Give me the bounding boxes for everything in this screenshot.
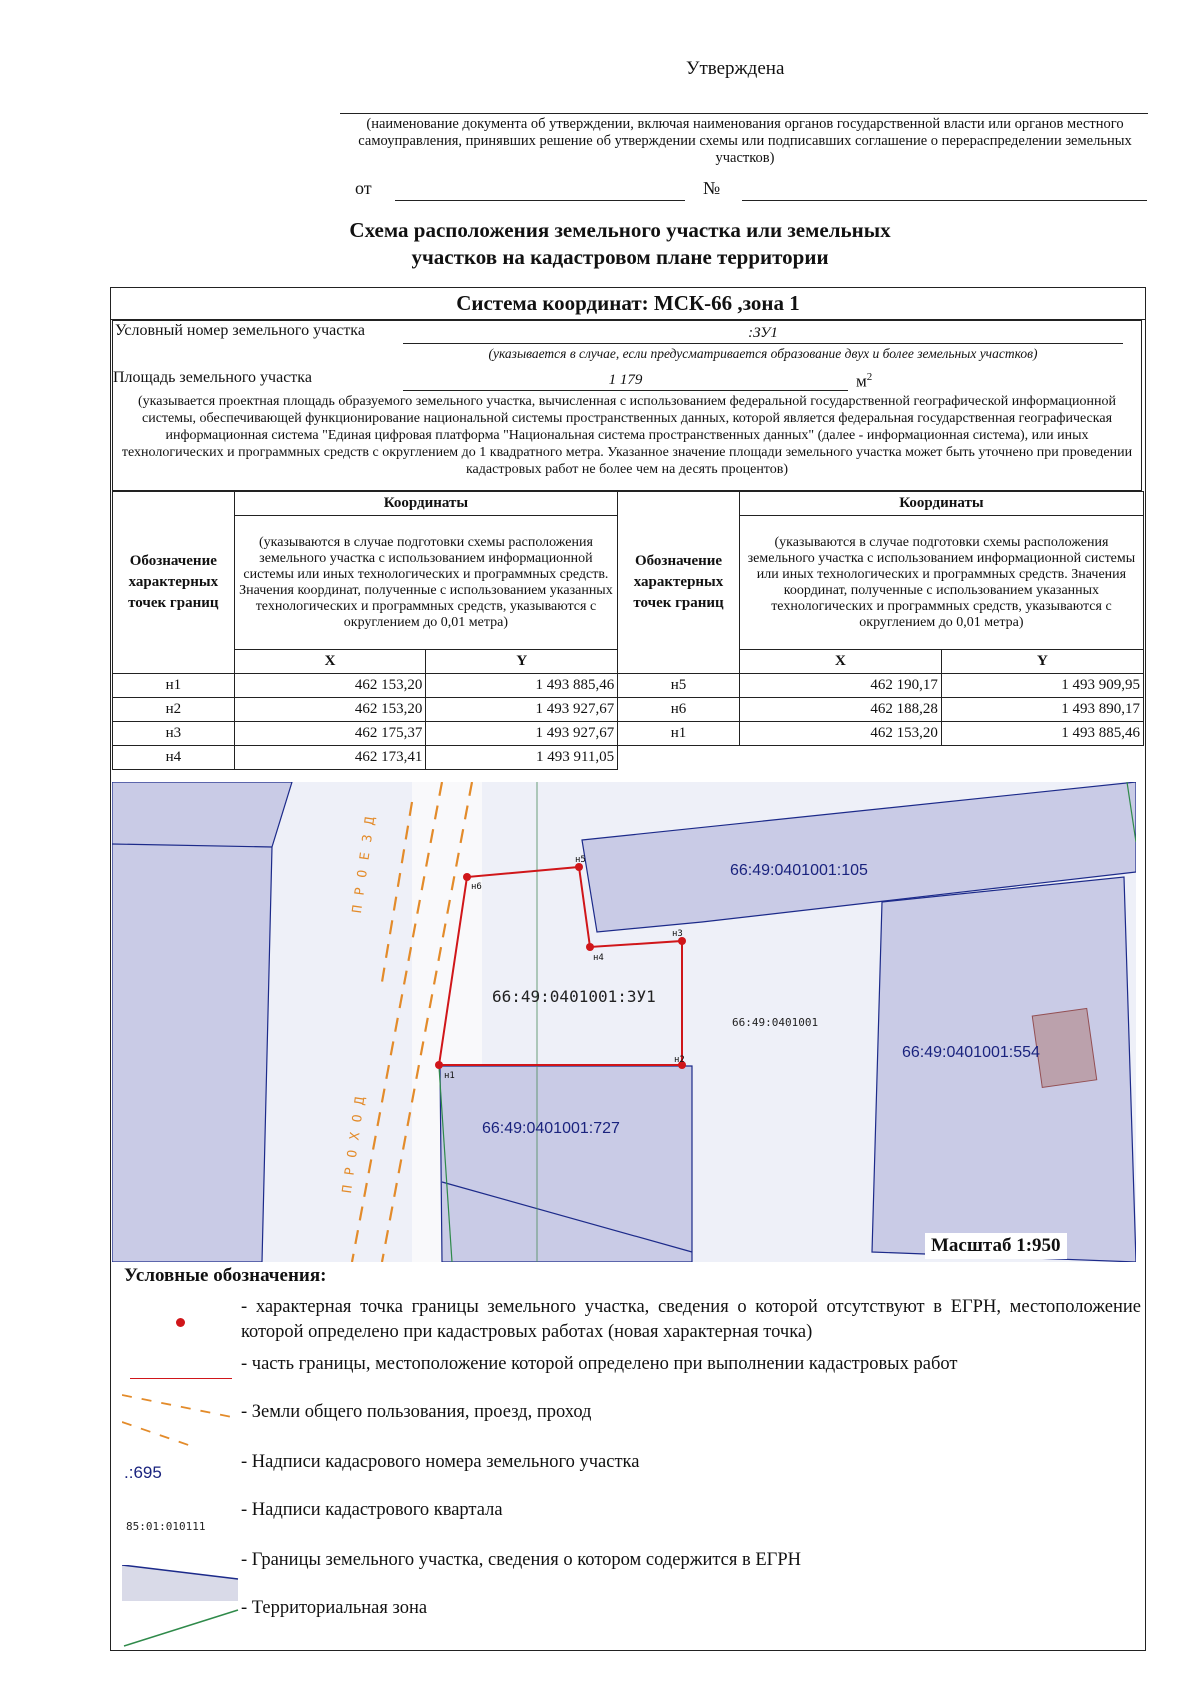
legend-quarter-label-sample: 85:01:010111 <box>126 1520 206 1533</box>
quarter-label: 66:49:0401001 <box>732 1016 819 1029</box>
page-title: Схема расположения земельного участка или земельных участков на кадастровом плане территории <box>349 218 891 269</box>
table-row: н4 462 173,41 1 493 911,05 <box>113 746 1144 770</box>
parcel-number-value: :ЗУ1 <box>403 325 1123 344</box>
parcel-label-554: 66:49:0401001:554 <box>902 1044 1040 1061</box>
x-header: X <box>234 650 426 674</box>
cadastral-map <box>112 782 1136 1262</box>
road-label-prohod: ПРОХОД <box>340 1086 370 1195</box>
parcel-area-value: 1 179 <box>403 372 848 391</box>
coordinates-table <box>112 491 1144 770</box>
parcel-label-727: 66:49:0401001:727 <box>482 1120 620 1137</box>
parcel-label-105: 66:49:0401001:105 <box>730 862 868 879</box>
legend-title: Условные обозначения: <box>124 1265 327 1286</box>
legend-egrn-symbol <box>122 1565 242 1601</box>
point-label-n6: н6 <box>471 882 482 892</box>
parcel-number-note: (указывается в случае, если предусматривается образование двух и более земельных участков) <box>488 346 1038 361</box>
parcel-info-box <box>112 320 1142 491</box>
coordinates-note: (указываются в случае подготовки схемы расположения земельного участка с использованием информационной системы или иных технологических и программных средств. Значения координат, полученные с использованием указанных технологических и программных средств, указываются с округлением до 0,01 метра) <box>234 516 618 650</box>
point-label-n2: н2 <box>674 1055 685 1065</box>
approval-document-line <box>340 113 1148 114</box>
legend-road-symbol <box>122 1390 242 1450</box>
area-unit: $м^2$ <box>856 371 873 391</box>
egrn-parcel-554 <box>872 877 1136 1262</box>
table-row: н2 462 153,20 1 493 927,67 н6 462 188,28 1 493 890,17 <box>113 698 1144 722</box>
legend-item-road: - Земли общего пользования, проезд, проход <box>241 1402 592 1422</box>
new-parcel-label: 66:49:0401001:ЗУ1 <box>492 987 656 1006</box>
number-field-line <box>742 200 1147 201</box>
approval-document-note: (наименование документа об утверждении, включая наименования органов государственной власти или органов местного самоуправления, принявших решение об утверждении схемы или подписавших соглашение о перераспределении земельных участков) <box>358 116 1132 166</box>
legend-item-egrn: - Границы земельного участка, сведения о котором содержится в ЕГРН <box>241 1550 802 1570</box>
egrn-parcel-727 <box>440 1066 692 1262</box>
y-header: Y <box>941 650 1143 674</box>
date-field-line <box>395 200 685 201</box>
legend-zone-symbol <box>122 1608 242 1648</box>
legend-boundary-symbol <box>130 1378 232 1379</box>
legend-point-symbol <box>176 1318 185 1327</box>
from-label: от <box>355 178 372 198</box>
table-row: н1 462 153,20 1 493 885,46 н5 462 190,17 1 493 909,95 <box>113 674 1144 698</box>
parcel-area-label: Площадь земельного участка <box>113 369 312 386</box>
coordinate-system-title: Система координат: МСК-66 ,зона 1 <box>110 287 1146 320</box>
point-label-n1: н1 <box>444 1071 455 1081</box>
point-label-n3: н3 <box>672 929 683 939</box>
legend-item-quarter-label: - Надписи кадастрового квартала <box>241 1500 503 1520</box>
point-label-n4: н4 <box>593 953 604 963</box>
coordinates-header: Координаты <box>739 492 1143 516</box>
map-scale: Масштаб 1:950 <box>925 1233 1067 1259</box>
road-label-proezd: ПРОЕЗД <box>350 806 380 915</box>
x-header: X <box>739 650 941 674</box>
point-designation-header: Обозначение характерных точек границ <box>618 492 740 674</box>
coordinates-note: (указываются в случае подготовки схемы расположения земельного участка с использованием информационной системы или иных технологических и программных средств. Значения координат, полученные с использованием указанных технологических и программных средств, указываются с округлением до 0,01 метра) <box>739 516 1143 650</box>
legend-parcel-label-sample: .:695 <box>124 1463 162 1482</box>
coordinates-header: Координаты <box>234 492 618 516</box>
parcel-area-note: (указывается проектная площадь образуемого земельного участка, вычисленная с использованием федеральной государственной географической информационной системы, обеспечивающей функционирование национальной системы пространственных данных, которой является федеральная государственная географическая информационная система "Единая цифровая платформа "Национальная система пространственных данных" (далее - информационная система), или иных технологических и программных средств с округлением до 1 квадратного метра. Указанное значение площади земельного участка может быть уточнено при проведении кадастровых работ не более чем на десять процентов) <box>121 394 1133 477</box>
legend-item-zone: - Территориальная зона <box>241 1598 428 1618</box>
approved-label: Утверждена <box>686 58 785 79</box>
parcel-number-label: Условный номер земельного участка <box>115 322 365 339</box>
legend-item-new-point: - характерная точка границы земельного участка, сведения о которой отсутствуют в ЕГРН, местоположение которой определено при кадастровых работах (новая характерная точка) <box>241 1297 1141 1342</box>
point-label-n5: н5 <box>575 855 586 865</box>
y-header: Y <box>426 650 618 674</box>
legend-item-boundary: - часть границы, местоположение которой определено при выполнении кадастровых работ <box>241 1354 958 1374</box>
legend-item-parcel-label: - Надписи кадасрового номера земельного участка <box>241 1452 640 1472</box>
table-row: н3 462 175,37 1 493 927,67 н1 462 153,20 1 493 885,46 <box>113 722 1144 746</box>
number-label: № <box>703 178 721 198</box>
point-designation-header: Обозначение характерных точек границ <box>113 492 235 674</box>
